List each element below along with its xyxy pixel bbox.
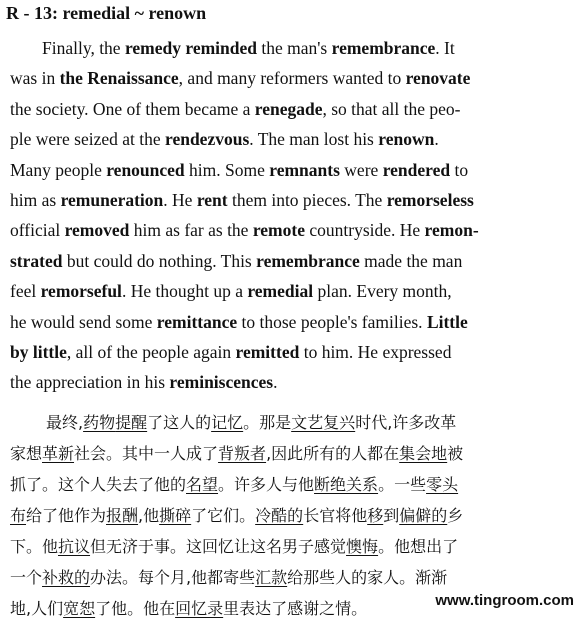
text-run: 长官将他 [303, 506, 368, 525]
vocab-word: remote [252, 220, 305, 241]
english-line [10, 185, 522, 215]
vocab-word: reminiscences [169, 372, 274, 393]
vocab-word: renegade [254, 98, 323, 119]
vocab-word: the Renaissance [59, 68, 179, 89]
site-watermark: www.tingroom.com [435, 592, 574, 609]
text-run: 乡 [447, 506, 464, 525]
vocab-word: remorseless [386, 189, 474, 210]
vocab-word: remittance [156, 311, 238, 332]
text-run: 给了他作为 [26, 506, 107, 525]
chinese-line [10, 407, 530, 438]
text-run: 。他想出了 [378, 537, 459, 556]
text-run: ,他 [138, 506, 160, 525]
text-run: . [273, 372, 278, 393]
vocab-word: rendered [382, 159, 451, 180]
text-run: to those people's families. [237, 311, 427, 332]
english-line [10, 124, 522, 154]
text-run: . He [163, 189, 197, 210]
vocab-word: remembrance [256, 250, 360, 271]
vocab-translation: 断绝关系 [314, 475, 379, 494]
vocab-word: remedial [247, 281, 314, 302]
vocab-translation: 抗议 [58, 537, 91, 556]
text-run: ,因此所有的人都在 [266, 444, 400, 463]
vocab-word: rent [196, 189, 228, 210]
vocab-word: remorseful [40, 281, 122, 302]
text-run: the society. One of them became a [10, 98, 255, 119]
text-run: , so that all the peo- [322, 98, 461, 119]
text-run: Finally, the [42, 38, 125, 58]
english-line [10, 63, 522, 93]
english-line [10, 215, 522, 245]
vocab-word: rendezvous [165, 129, 250, 150]
vocab-translation: 药物 [83, 413, 116, 432]
english-line [10, 367, 522, 397]
vocab-word: renown [378, 129, 435, 150]
vocab-translation: 零头 [426, 475, 459, 494]
vocab-translation: 革新 [42, 444, 75, 463]
text-run: the appreciation in his [10, 372, 170, 393]
vocab-word: remedy reminded [124, 38, 258, 58]
text-run: 办法。每个月,他都寄些 [90, 568, 256, 587]
text-run: 一个 [10, 568, 43, 587]
vocab-translation: 提醒 [115, 413, 148, 432]
text-run: Many people [10, 159, 107, 180]
english-passage [10, 33, 522, 398]
vocab-translation: 记忆 [211, 413, 244, 432]
vocab-translation: 集会地 [399, 444, 448, 463]
text-run: 被 [447, 444, 464, 463]
vocab-translation: 报酬 [106, 506, 139, 525]
section-heading: R - 13: remedial ~ renown [6, 3, 207, 23]
text-run: 最终, [46, 413, 84, 432]
text-run: to him. He expressed [299, 341, 452, 362]
english-line [10, 155, 522, 185]
text-run: 。一些 [378, 475, 427, 494]
vocab-word: remnants [269, 159, 340, 180]
vocab-translation: 回忆录 [175, 599, 224, 618]
text-run: 。许多人与他 [218, 475, 315, 494]
english-line [10, 94, 522, 124]
chinese-line [10, 531, 530, 562]
vocab-word: removed [64, 220, 130, 241]
text-run: 家想 [10, 444, 43, 463]
text-run: 里表达了感谢之情。 [223, 599, 368, 618]
vocab-word: Little [426, 311, 468, 332]
text-run: 。那是 [243, 413, 292, 432]
chinese-line [10, 469, 530, 500]
vocab-translation: 文艺复兴 [291, 413, 356, 432]
text-run: 时代,许多改革 [355, 413, 457, 432]
text-run: but could do nothing. This [62, 250, 257, 271]
text-run: 了这人的 [147, 413, 212, 432]
vocab-word: remitted [235, 341, 300, 362]
vocab-word: by little [10, 341, 67, 362]
vocab-translation: 偏僻的 [399, 506, 448, 525]
vocab-translation: 移 [367, 506, 384, 525]
vocab-word: remuneration [60, 189, 164, 210]
vocab-translation: 撕碎 [159, 506, 192, 525]
text-run: him as [10, 189, 61, 210]
text-run: 到 [383, 506, 400, 525]
text-run: . It [435, 38, 455, 58]
text-run: countryside. He [304, 220, 425, 241]
text-run: was in [10, 68, 60, 89]
english-line [10, 246, 522, 276]
text-run: the man's [257, 38, 332, 58]
text-run: . [434, 129, 439, 150]
text-run: , and many reformers wanted to [178, 68, 406, 89]
text-run: 社会。其中一人成了 [74, 444, 219, 463]
text-run: him as far as the [129, 220, 253, 241]
text-run: . He thought up a [121, 281, 248, 302]
chinese-line [10, 562, 530, 593]
chinese-line [10, 500, 530, 531]
english-line [10, 33, 522, 63]
english-line [10, 307, 522, 337]
text-run: 了他。他在 [95, 599, 176, 618]
text-run: 给那些人的家人。渐渐 [287, 568, 448, 587]
vocab-word: renounced [106, 159, 185, 180]
text-run: , all of the people again [66, 341, 236, 362]
text-run: 地,人们 [10, 599, 64, 618]
vocab-translation: 背叛者 [218, 444, 267, 463]
vocab-word: strated [10, 250, 63, 271]
english-line [10, 276, 522, 306]
text-run: them into pieces. The [227, 189, 387, 210]
vocab-translation: 名望 [186, 475, 219, 494]
vocab-translation: 汇款 [255, 568, 288, 587]
vocab-translation: 补救的 [42, 568, 91, 587]
vocab-word: remon- [424, 220, 479, 241]
chinese-line [10, 438, 530, 469]
text-run: him. Some [184, 159, 270, 180]
text-run: official [10, 220, 65, 241]
vocab-translation: 懊悔 [346, 537, 379, 556]
text-run: ple were seized at the [10, 129, 165, 150]
text-run: . The man lost his [249, 129, 379, 150]
vocab-word: renovate [405, 68, 471, 89]
vocab-translation: 宽恕 [63, 599, 96, 618]
text-run: 了它们。 [191, 506, 256, 525]
text-run: to [450, 159, 469, 180]
text-run: made the man [359, 250, 463, 271]
text-run: feel [10, 281, 41, 302]
text-run: 但无济于事。这回忆让这名男子感觉 [90, 537, 347, 556]
english-line [10, 337, 522, 367]
text-run: 下。他 [10, 537, 59, 556]
text-run: 抓了。这个人失去了他的 [10, 475, 187, 494]
text-run: he would send some [10, 311, 157, 332]
vocab-word: remembrance [331, 38, 436, 58]
text-run: were [339, 159, 383, 180]
vocab-translation: 冷酷的 [255, 506, 304, 525]
vocab-translation: 布 [10, 506, 27, 525]
text-run: plan. Every month, [313, 281, 452, 302]
